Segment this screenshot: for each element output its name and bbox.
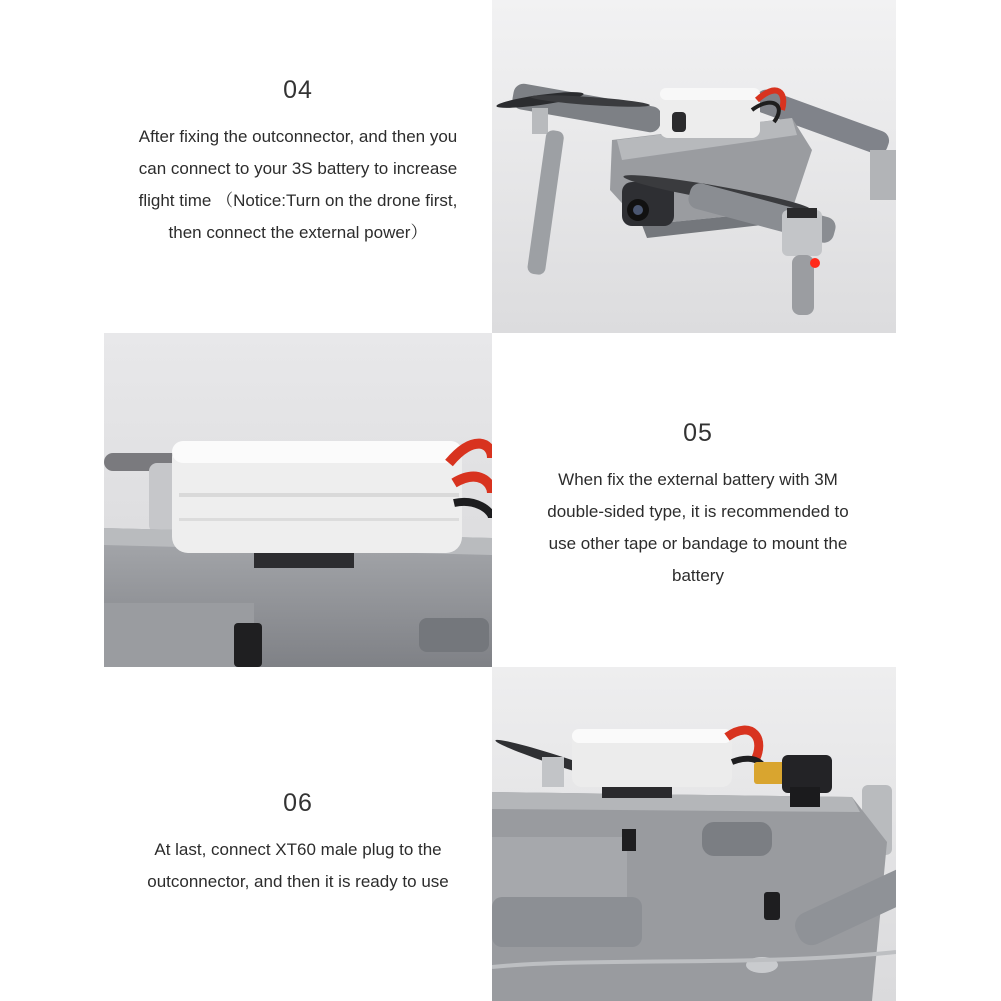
step-05-number: 05	[683, 419, 713, 447]
step-06-number: 06	[283, 789, 313, 817]
step-05-line-1: When fix the external battery with 3M	[558, 470, 838, 489]
step-04-number: 04	[283, 76, 313, 104]
step-04-line-4: then connect the external power）	[168, 223, 428, 242]
step-05-block	[504, 333, 892, 667]
step-05-description	[533, 464, 863, 592]
step-06-line-1: At last, connect XT60 male plug to the	[154, 840, 442, 859]
drone-top-battery-photo	[492, 0, 896, 333]
step-04-line-3: flight time （Notice:Turn on the drone first,	[138, 191, 458, 210]
step-04-description	[133, 121, 463, 249]
step-06-description	[133, 834, 463, 898]
battery-closeup-photo	[104, 333, 492, 667]
step-05-line-4: battery	[672, 566, 724, 585]
step-06-block	[104, 667, 492, 1001]
step-06-line-2: outconnector, and then it is ready to use	[147, 872, 449, 891]
step-04-block	[104, 0, 492, 334]
step-05-line-2: double-sided type, it is recommended to	[547, 502, 849, 521]
step-04-line-2: can connect to your 3S battery to increase	[138, 159, 458, 178]
step-04-line-1: After fixing the outconnector, and then you	[138, 127, 458, 146]
step-05-line-3: use other tape or bandage to mount the	[548, 534, 848, 553]
xt60-connected-photo	[492, 667, 896, 1001]
